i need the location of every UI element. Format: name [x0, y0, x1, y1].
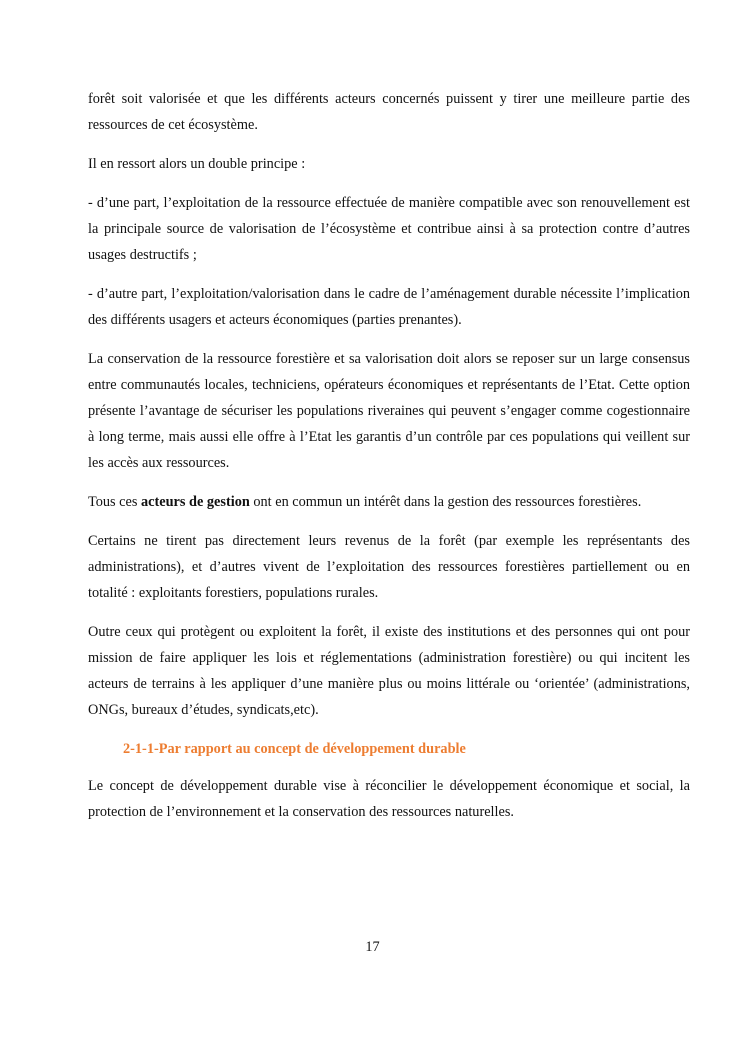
paragraph-6-bold-term: acteurs de gestion	[141, 494, 250, 510]
paragraph-6-end: ont en commun un intérêt dans la gestion des ressources forestières.	[249, 494, 642, 510]
paragraph-2: Il en ressort alors un double principe :	[88, 156, 306, 172]
section-heading: 2-1-1-Par rapport au concept de développement durable	[123, 741, 466, 757]
paragraph-7: Certains ne tirent pas directement leurs revenus de la forêt (par exemple les représentants des administrations), et d’autres vivent de l’exploitation des ressources forestières partiellement ou en totalité : exploitants forestiers, populations rurales.	[88, 533, 690, 601]
paragraph-8: Outre ceux qui protègent ou exploitent la forêt, il existe des institutions et des personnes qui ont pour mission de faire appliquer les lois et réglementations (administration forestière) ou qui incitent les acteurs de terrains à les appliquer d’une manière plus ou moins littérale ou ‘orientée’ (administrations, ONGs, bureaux d’études, syndicats,etc).	[88, 624, 690, 718]
paragraph-6-start: Tous ces	[88, 494, 141, 510]
page-number: 17	[365, 939, 380, 955]
paragraph-4: - d’autre part, l’exploitation/valorisation dans le cadre de l’aménagement durable nécessite l’implication des différents usagers et acteurs économiques (parties prenantes).	[88, 286, 690, 328]
paragraph-6	[88, 489, 690, 515]
page-body	[88, 86, 690, 838]
paragraph-9: Le concept de développement durable vise à réconcilier le développement économique et social, la protection de l’environnement et la conservation des ressources naturelles.	[88, 778, 690, 820]
paragraph-3: - d’une part, l’exploitation de la ressource effectuée de manière compatible avec son renouvellement est la principale source de valorisation de l’écosystème et contribue ainsi à sa protection contre d’autres usages destructifs ;	[88, 195, 690, 263]
paragraph-5: La conservation de la ressource forestière et sa valorisation doit alors se reposer sur un large consensus entre communautés locales, techniciens, opérateurs économiques et représentants de l’Etat. Cette option présente l’avantage de sécuriser les populations riveraines qui peuvent s’engager comme cogestionnaire à long terme, mais aussi elle offre à l’Etat les garantis d’un contrôle par ces populations qui veillent sur les accès aux ressources.	[88, 351, 690, 471]
paragraph-1: forêt soit valorisée et que les différents acteurs concernés puissent y tirer une meilleure partie des ressources de cet écosystème.	[88, 91, 690, 133]
